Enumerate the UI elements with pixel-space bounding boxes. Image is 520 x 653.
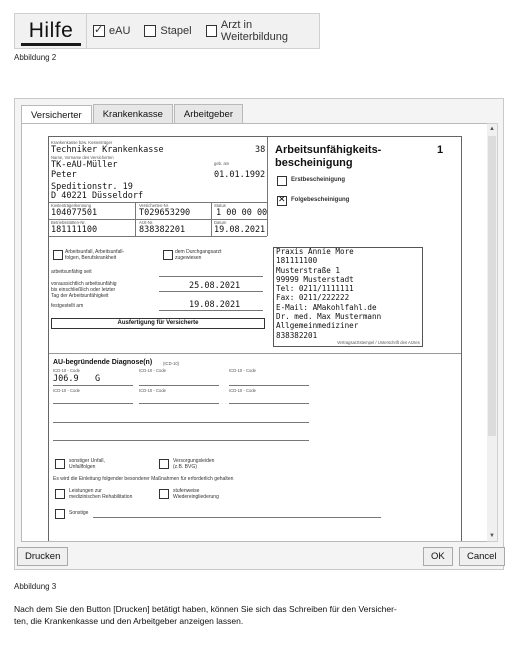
tab-arbeitgeber[interactable]: Arbeitgeber bbox=[174, 104, 243, 123]
d-doctor-checkbox bbox=[163, 250, 173, 260]
patient-street: Speditionstr. 19 bbox=[51, 182, 133, 192]
label-insurer: Krankenkasse bzw. Kostenträger bbox=[51, 140, 113, 145]
form-divider bbox=[267, 137, 268, 236]
lanr-value: 838382201 bbox=[139, 225, 186, 235]
other-checkbox bbox=[55, 509, 65, 519]
insured-no: T029653290 bbox=[139, 208, 191, 218]
practice-stamp bbox=[276, 247, 381, 340]
option-toolbar bbox=[86, 13, 320, 49]
other-line bbox=[93, 517, 381, 518]
icd-line bbox=[53, 385, 133, 386]
insured-status: 1 00 00 00 bbox=[216, 208, 268, 218]
scroll-up-icon[interactable]: ▲ bbox=[489, 126, 495, 132]
practice-line: Musterstraße 1 bbox=[276, 265, 341, 275]
cancel-button[interactable]: Cancel bbox=[459, 547, 505, 566]
supply-issue-label: Versorgungsleiden (z.B. BVG) bbox=[173, 458, 215, 470]
other-label: Sonstige bbox=[69, 510, 89, 516]
trainee-doctor-box-icon[interactable] bbox=[206, 25, 217, 37]
diagnosis-code: J06.9 bbox=[53, 374, 79, 384]
icd-line bbox=[139, 403, 219, 404]
label-bsnr: Betriebsstätten-Nr. bbox=[51, 220, 86, 225]
first-cert-label: Erstbescheinigung bbox=[291, 177, 346, 183]
determined-date: 19.08.2021 bbox=[189, 300, 241, 310]
diagnosis-flag: G bbox=[95, 374, 101, 384]
figure-caption-3: Abbildung 3 bbox=[14, 582, 57, 591]
stapel-label: Stapel bbox=[160, 25, 192, 37]
icd-label: ICD-10 - Code bbox=[53, 388, 80, 393]
supply-issue-checkbox bbox=[159, 459, 169, 469]
first-cert-checkbox bbox=[277, 176, 287, 186]
determined-line bbox=[159, 310, 263, 311]
measures-note: Es wird die Einleitung folgender besonderer Maßnahmen für erforderlich gehalten bbox=[53, 476, 234, 482]
reintegration-checkbox bbox=[159, 489, 169, 499]
label-lanr: Arzt-Nr. bbox=[139, 220, 154, 225]
determined-label: festgestellt am bbox=[51, 303, 84, 309]
au-form bbox=[48, 136, 462, 542]
au-since-label: arbeitsunfähig seit bbox=[51, 269, 92, 275]
label-insurer-id: Kostenträgerkennung bbox=[51, 203, 92, 208]
label-birth-date: geb. am bbox=[214, 161, 230, 166]
au-since-line bbox=[159, 276, 263, 277]
stamp-note: Vertragsarztstempel / Unterschrift des Arztes bbox=[337, 340, 420, 345]
insurer-wop: 38 bbox=[255, 145, 266, 155]
trainee-doctor-checkbox[interactable] bbox=[206, 19, 315, 43]
accident-checkbox bbox=[53, 250, 63, 260]
scroll-down-icon[interactable]: ▼ bbox=[489, 533, 495, 539]
follow-cert-label: Folgebescheinigung bbox=[291, 197, 350, 203]
scroll-thumb[interactable] bbox=[488, 136, 496, 436]
tab-versicherter[interactable]: Versicherter bbox=[21, 105, 92, 124]
practice-line: Tel: 0211/1111111 bbox=[276, 284, 354, 294]
stapel-checkbox[interactable] bbox=[144, 25, 191, 37]
figure-caption-2: Abbildung 2 bbox=[14, 53, 57, 62]
insurer-id: 104077501 bbox=[51, 208, 98, 218]
icd-line bbox=[53, 403, 133, 404]
icd-label: ICD-10 - Code bbox=[53, 368, 80, 373]
label-status: Status bbox=[214, 203, 226, 208]
form-divider bbox=[49, 353, 461, 354]
au-until-date: 25.08.2021 bbox=[189, 281, 241, 291]
icd-line bbox=[139, 385, 219, 386]
other-accident-label: sonstiger Unfall, Unfallfolgen bbox=[69, 458, 105, 470]
form-date: 19.08.2021 bbox=[214, 225, 266, 235]
form-divider bbox=[49, 236, 267, 237]
practice-line: 838382201 bbox=[276, 330, 318, 340]
diagnosis-title-small: (ICD-10) bbox=[163, 361, 180, 366]
ok-button[interactable]: OK bbox=[423, 547, 453, 566]
patient-birth-date: 01.01.1992 bbox=[214, 170, 266, 180]
help-menu-tab[interactable] bbox=[14, 13, 88, 49]
practice-line: Dr. med. Max Mustermann bbox=[276, 312, 382, 322]
au-until-line bbox=[159, 291, 263, 292]
icd-line bbox=[229, 385, 309, 386]
rehab-label: Leistungen zur medizinischen Rehabilitation bbox=[69, 488, 133, 500]
practice-line: 181111100 bbox=[276, 256, 318, 266]
icd-label: ICD-10 - Code bbox=[139, 368, 166, 373]
print-button[interactable]: Drucken bbox=[17, 547, 68, 566]
follow-cert-checkbox-icon bbox=[277, 196, 287, 206]
form-title: Arbeitsunfähigkeits- bescheinigung bbox=[275, 144, 382, 169]
other-accident-checkbox bbox=[55, 459, 65, 469]
practice-line: E-Mail: AMakohlfahl.de bbox=[276, 302, 377, 312]
label-patient-name: Name, Vorname des Versicherten bbox=[51, 155, 114, 160]
trainee-doctor-label: Arzt in Weiterbildung bbox=[220, 19, 288, 43]
icd-label: ICD-10 - Code bbox=[139, 388, 166, 393]
d-doctor-label: dem Durchgangsarzt zugewiesen bbox=[175, 249, 222, 261]
label-insured-no: Versicherten-Nr. bbox=[139, 203, 170, 208]
diagnosis-line bbox=[53, 440, 309, 441]
icd-label: ICD-10 - Code bbox=[229, 388, 256, 393]
rehab-checkbox bbox=[55, 489, 65, 499]
practice-line: Fax: 0211/222222 bbox=[276, 293, 350, 303]
icd-line bbox=[229, 403, 309, 404]
diagnosis-line bbox=[53, 422, 309, 423]
reintegration-label: stufenweise Wiedereingliederung bbox=[173, 488, 219, 500]
insurer-name: Techniker Krankenkasse bbox=[51, 145, 164, 155]
tab-krankenkasse[interactable]: Krankenkasse bbox=[93, 104, 173, 123]
icd-label: ICD-10 - Code bbox=[229, 368, 256, 373]
practice-line: 99999 Musterstadt bbox=[276, 274, 354, 284]
help-menu-label: Hilfe bbox=[28, 19, 74, 42]
form-number: 1 bbox=[437, 144, 444, 156]
patient-name: TK-eAU-Müller bbox=[51, 160, 118, 170]
label-date: Datum bbox=[214, 220, 227, 225]
diagnosis-title: AU-begründende Diagnose(n) bbox=[53, 359, 153, 366]
tab-bar bbox=[21, 104, 244, 123]
patient-city: D 40221 Düsseldorf bbox=[51, 191, 144, 201]
patient-first-name: Peter bbox=[51, 170, 77, 180]
practice-line: Praxis Annie More bbox=[276, 247, 354, 256]
accident-label: Arbeitsunfall, Arbeitsunfall- folgen, Berufskrankheit bbox=[65, 249, 125, 261]
eau-check-mark-icon[interactable] bbox=[93, 25, 105, 37]
instruction-paragraph: Nach dem Sie den Button [Drucken] betätigt haben, können Sie sich das Schreiben für den Versicher- ten, die Krankenkasse und den Arbeitgeber anzeigen lassen. bbox=[14, 604, 397, 626]
print-dialog bbox=[14, 98, 504, 570]
eau-checkbox[interactable] bbox=[93, 25, 130, 37]
stapel-box-icon[interactable] bbox=[144, 25, 156, 37]
copy-for-box: Ausfertigung für Versicherte bbox=[51, 318, 265, 329]
bsnr-value: 181111100 bbox=[51, 225, 98, 235]
eau-label: eAU bbox=[109, 25, 131, 37]
vertical-scrollbar[interactable] bbox=[487, 123, 498, 542]
practice-line: Allgemeinmediziner bbox=[276, 321, 359, 331]
au-until-label: voraussichtlich arbeitsunfähig bis einschließlich oder letzter Tag der Arbeitsunfähigkeit bbox=[51, 281, 117, 299]
preview-pane bbox=[21, 123, 489, 542]
